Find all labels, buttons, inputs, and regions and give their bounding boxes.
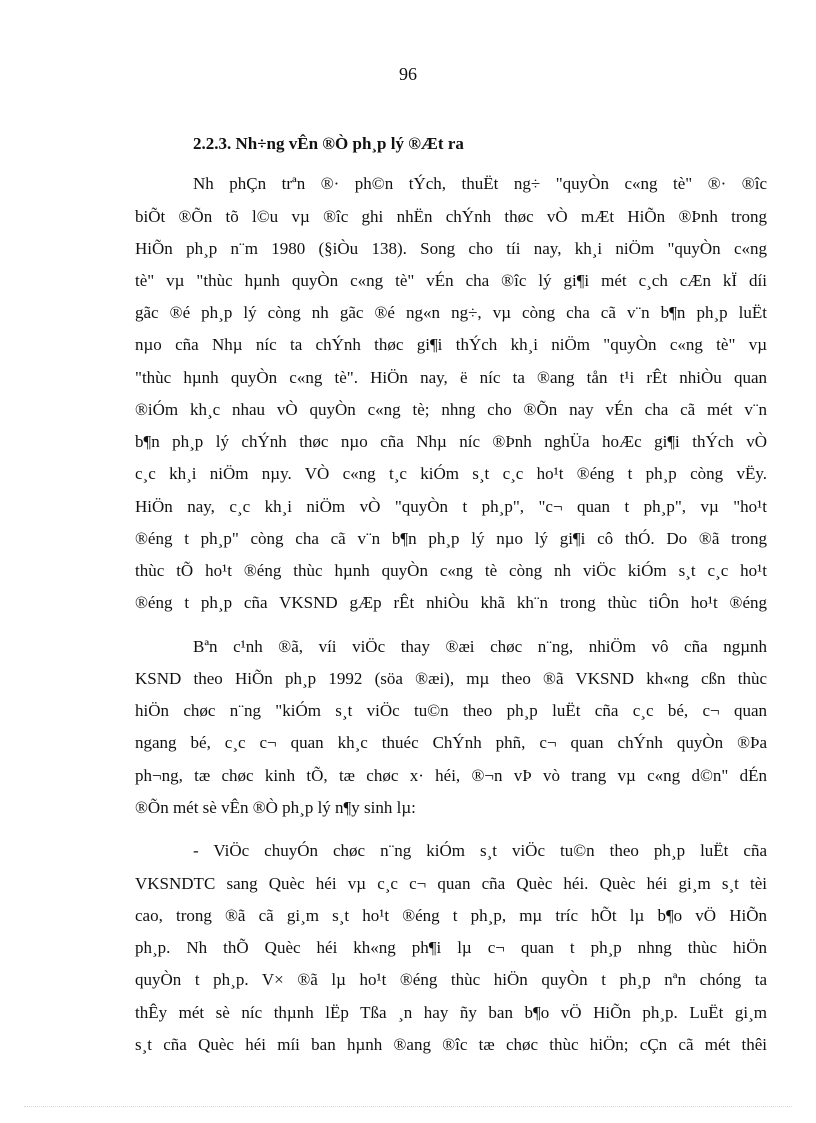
text-line: tè" vµ "thùc hµnh quyÒn c«ng tè" vÉn cha ®îc lý gi¶i mét c¸ch cÆn kÏ díi: [135, 271, 767, 290]
text-line: ®éng t ph¸p" còng cha cã v¨n b¶n ph¸p lý nµo lý gi¶i cô thÓ. Do ®ã trong: [135, 529, 767, 548]
text-line: "thùc hµnh quyÒn c«ng tè". HiÖn nay, ë níc ta ®ang tån t¹i rÊt nhiÒu quan: [135, 368, 767, 387]
text-line: Nh phÇn trªn ®· ph©n tÝch, thuËt ng÷ "quyÒn c«ng tè" ®· ®îc: [193, 174, 767, 193]
text-line: Bªn c¹nh ®ã, víi viÖc thay ®æi chøc n¨ng, nhiÖm vô cña ngµnh: [193, 637, 767, 656]
text-line: thÊy mét sè níc thµnh lËp Tßa ¸n hay ñy ban b¶o vÖ HiÕn ph¸p. LuËt gi¸m: [135, 1003, 767, 1022]
text-line: c¸c kh¸i niÖm nµy. VÒ c«ng t¸c kiÓm s¸t c¸c ho¹t ®éng t ph¸p còng vËy.: [135, 464, 767, 483]
text-line: b¶n ph¸p lý chÝnh thøc nµo cña Nhµ níc ®Þnh nghÜa hoÆc gi¶i thÝch vÒ: [135, 432, 767, 451]
text-line: HiÕn ph¸p n¨m 1980 (§iÒu 138). Song cho tíi nay, kh¸i niÖm "quyÒn c«ng: [135, 239, 767, 258]
text-line: quyÒn t ph¸p. V× ®ã lµ ho¹t ®éng thùc hiÖn quyÒn t ph¸p nªn chóng ta: [135, 970, 767, 989]
text-line: thùc tÕ ho¹t ®éng thùc hµnh quyÒn c«ng tè còng nh viÖc kiÓm s¸t c¸c ho¹t: [135, 561, 767, 580]
text-line: VKSNDTC sang Quèc héi vµ c¸c c¬ quan cña Quèc héi. Quèc héi gi¸m s¸t tèi: [135, 874, 767, 893]
text-line: ®iÓm kh¸c nhau vÒ quyÒn c«ng tè; nhng cho ®Õn nay vÉn cha cã mét v¨n: [135, 400, 767, 419]
text-line: ngang bé, c¸c c¬ quan kh¸c thuéc ChÝnh phñ, c¬ quan chÝnh quyÒn ®Þa: [135, 733, 767, 752]
text-line: nµo cña Nhµ níc ta chÝnh thøc gi¶i thÝch kh¸i niÖm "quyÒn c«ng tè" vµ: [135, 335, 767, 354]
text-line: biÕt ®Õn tõ l©u vµ ®îc ghi nhËn chÝnh thøc vÒ mÆt HiÕn ®Þnh trong: [135, 207, 767, 226]
text-line: gãc ®é ph¸p lý còng nh gãc ®é ng«n ng÷, vµ còng cha cã v¨n b¶n ph¸p luËt: [135, 303, 767, 322]
page-number: 96: [399, 64, 417, 84]
page-bottom-divider: [24, 1106, 792, 1107]
text-line: - ViÖc chuyÓn chøc n¨ng kiÓm s¸t viÖc tu©n theo ph¸p luËt cña: [193, 841, 767, 860]
section-heading: 2.2.3. Nh÷ng vÊn ®Ò ph¸p lý ®Æt ra: [193, 134, 464, 153]
text-line: ®éng t ph¸p cña VKSND gÆp rÊt nhiÒu khã kh¨n trong thùc tiÔn ho¹t ®éng: [135, 593, 767, 612]
text-line: hiÖn chøc n¨ng "kiÓm s¸t viÖc tu©n theo ph¸p luËt cña c¸c bé, c¬ quan: [135, 701, 767, 720]
text-line: ph¬ng, tæ chøc kinh tÕ, tæ chøc x· héi, ®¬n vÞ vò trang vµ c«ng d©n" dÉn: [135, 766, 767, 785]
text-line: KSND theo HiÕn ph¸p 1992 (söa ®æi), mµ theo ®ã VKSND kh«ng cßn thùc: [135, 669, 767, 688]
text-line: HiÖn nay, c¸c kh¸i niÖm vÒ "quyÒn t ph¸p", "c¬ quan t ph¸p", vµ "ho¹t: [135, 497, 767, 516]
text-line: cao, trong ®ã cã gi¸m s¸t ho¹t ®éng t ph¸p, mµ tríc hÕt lµ b¶o vÖ HiÕn: [135, 906, 767, 925]
text-line: ph¸p. Nh thÕ Quèc héi kh«ng ph¶i lµ c¬ quan t ph¸p nhng thùc hiÖn: [135, 938, 767, 957]
text-line: ®Õn mét sè vÊn ®Ò ph¸p lý n¶y sinh lµ:: [135, 798, 416, 817]
text-line: s¸t cña Quèc héi míi ban hµnh ®ang ®îc tæ chøc thùc hiÖn; cÇn cã mét thêi: [135, 1035, 767, 1054]
